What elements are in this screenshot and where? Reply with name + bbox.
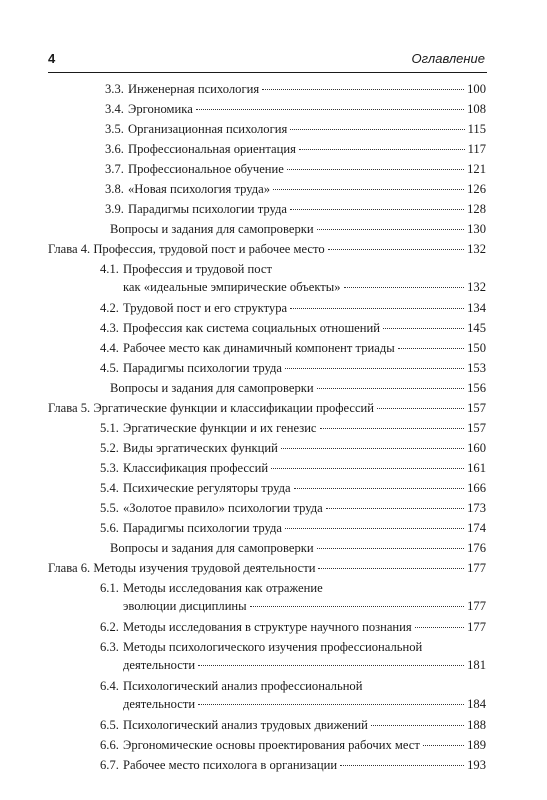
dot-leader	[317, 388, 465, 389]
entry-title: Эргономика	[128, 102, 193, 116]
entry-page: 132	[467, 242, 486, 256]
entry-page: 189	[467, 738, 486, 752]
dot-leader	[344, 287, 465, 288]
entry-title: Трудовой пост и его структура	[123, 301, 288, 315]
entry-page: 177	[467, 561, 486, 575]
entry-title: «Новая психология труда»	[128, 182, 271, 196]
entry-title: Вопросы и задания для самопроверки	[110, 381, 314, 395]
dot-leader	[415, 627, 464, 628]
entry-title: Эргатические функции и их генезис	[123, 421, 317, 435]
entry-page: 166	[467, 481, 486, 495]
toc-chapter-entry[interactable]	[0, 559, 547, 578]
toc-entry[interactable]	[0, 379, 547, 398]
entry-page: 156	[467, 381, 486, 395]
entry-number: 5.6.	[100, 521, 119, 535]
dot-leader	[299, 149, 465, 150]
entry-title: Психологический анализ профессиональной	[123, 679, 363, 693]
dot-leader	[285, 368, 464, 369]
entry-page: 108	[467, 102, 486, 116]
entry-number: 4.4.	[100, 341, 119, 355]
dot-leader	[398, 348, 464, 349]
dot-leader	[318, 568, 464, 569]
entry-title: Психические регуляторы труда	[123, 481, 291, 495]
dot-leader	[294, 488, 465, 489]
entry-number: 3.4.	[105, 102, 124, 116]
dot-leader	[317, 548, 465, 549]
entry-page: 132	[467, 280, 486, 294]
entry-page: 193	[467, 758, 486, 772]
entry-page: 157	[467, 401, 486, 415]
entry-number: 3.7.	[105, 162, 124, 176]
entry-number: 5.5.	[100, 501, 119, 515]
dot-leader	[198, 704, 464, 705]
entry-number: 4.3.	[100, 321, 119, 335]
toc-entry[interactable]	[0, 439, 547, 458]
entry-page: 145	[467, 321, 486, 335]
entry-page: 181	[467, 658, 486, 672]
entry-page: 134	[467, 301, 486, 315]
entry-page: 188	[467, 718, 486, 732]
toc-entry[interactable]	[0, 638, 547, 657]
toc-entry[interactable]	[0, 220, 547, 239]
entry-number: 5.3.	[100, 461, 119, 475]
entry-title: Организационная психология	[128, 122, 288, 136]
entry-title: Методы психологического изучения профессиональной	[123, 640, 423, 654]
entry-page: 173	[467, 501, 486, 515]
toc-entry[interactable]	[0, 677, 547, 696]
entry-number: 3.3.	[105, 82, 124, 96]
dot-leader	[285, 528, 464, 529]
entry-title: Профессия и трудовой пост	[123, 262, 272, 276]
entry-page: 177	[467, 599, 486, 613]
entry-page: 176	[467, 541, 486, 555]
dot-leader	[328, 249, 464, 250]
entry-number: 6.4.	[100, 679, 119, 693]
entry-number: 6.1.	[100, 581, 119, 595]
entry-title: Профессиональное обучение	[128, 162, 284, 176]
toc-entry[interactable]	[0, 120, 547, 139]
running-title: Оглавление	[411, 51, 485, 66]
toc-entry[interactable]	[0, 459, 547, 478]
dot-leader	[340, 765, 464, 766]
dot-leader	[281, 448, 464, 449]
dot-leader	[290, 129, 464, 130]
toc-entry[interactable]	[0, 200, 547, 219]
dot-leader	[287, 169, 464, 170]
toc-entry[interactable]	[0, 260, 547, 279]
entry-number: 3.6.	[105, 142, 124, 156]
entry-number: 5.1.	[100, 421, 119, 435]
dot-leader	[198, 665, 464, 666]
entry-title: деятельности	[123, 697, 196, 711]
entry-number: 4.2.	[100, 301, 119, 315]
entry-page: 160	[467, 441, 486, 455]
entry-title: Вопросы и задания для самопроверки	[110, 541, 314, 555]
toc-entry[interactable]	[0, 579, 547, 598]
header-rule	[48, 72, 487, 73]
entry-number: 6.3.	[100, 640, 119, 654]
entry-number: 6.7.	[100, 758, 119, 772]
dot-leader	[273, 189, 464, 190]
toc-entry[interactable]	[0, 419, 547, 438]
chapter-title: Глава 5. Эргатические функции и классификации профессий	[48, 401, 375, 415]
dot-leader	[377, 408, 464, 409]
entry-page: 130	[467, 222, 486, 236]
entry-number: 6.5.	[100, 718, 119, 732]
dot-leader	[271, 468, 464, 469]
entry-page: 174	[467, 521, 486, 535]
entry-number: 5.2.	[100, 441, 119, 455]
dot-leader	[262, 89, 464, 90]
entry-title: Психологический анализ трудовых движений	[123, 718, 368, 732]
dot-leader	[320, 428, 465, 429]
entry-page: 184	[467, 697, 486, 711]
entry-page: 117	[467, 142, 486, 156]
entry-title: Рабочее место психолога в организации	[123, 758, 338, 772]
entry-title: Виды эргатических функций	[123, 441, 278, 455]
entry-title: деятельности	[123, 658, 196, 672]
dot-leader	[290, 209, 464, 210]
entry-number: 3.5.	[105, 122, 124, 136]
entry-page: 153	[467, 361, 486, 375]
entry-title: Профессия как система социальных отношений	[123, 321, 380, 335]
chapter-title: Глава 6. Методы изучения трудовой деятельности	[48, 561, 316, 575]
entry-page: 157	[467, 421, 486, 435]
dot-leader	[383, 328, 464, 329]
toc-entry[interactable]	[0, 539, 547, 558]
entry-title: Классификация профессий	[123, 461, 269, 475]
entry-title: Парадигмы психологии труда	[123, 521, 282, 535]
dot-leader	[196, 109, 464, 110]
toc-entry[interactable]	[0, 100, 547, 119]
entry-title: Методы исследования как отражение	[123, 581, 323, 595]
toc-chapter-entry[interactable]	[0, 399, 547, 418]
entry-page: 115	[467, 122, 486, 136]
toc-entry[interactable]	[0, 736, 547, 755]
toc-entry[interactable]	[0, 479, 547, 498]
entry-title: «Золотое правило» психологии труда	[123, 501, 323, 515]
entry-number: 6.2.	[100, 620, 119, 634]
toc-entry[interactable]	[0, 618, 547, 637]
entry-title: Вопросы и задания для самопроверки	[110, 222, 314, 236]
entry-page: 177	[467, 620, 486, 634]
toc-entry[interactable]	[0, 319, 547, 338]
dot-leader	[423, 745, 464, 746]
entry-title: эволюции дисциплины	[123, 599, 247, 613]
entry-number: 4.5.	[100, 361, 119, 375]
toc-entry[interactable]	[0, 756, 547, 775]
toc-entry[interactable]	[0, 80, 547, 99]
entry-number: 6.6.	[100, 738, 119, 752]
dot-leader	[250, 606, 464, 607]
entry-title: Профессиональная ориентация	[128, 142, 296, 156]
entry-title: Парадигмы психологии труда	[123, 361, 282, 375]
entry-number: 3.8.	[105, 182, 124, 196]
entry-title: Парадигмы психологии труда	[128, 202, 287, 216]
toc-entry[interactable]	[0, 519, 547, 538]
toc-entry[interactable]	[0, 140, 547, 159]
toc-entry[interactable]	[0, 299, 547, 318]
entry-page: 126	[467, 182, 486, 196]
entry-page: 100	[467, 82, 486, 96]
entry-page: 150	[467, 341, 486, 355]
dot-leader	[290, 308, 464, 309]
dot-leader	[326, 508, 464, 509]
entry-title: Инженерная психология	[128, 82, 260, 96]
toc-entry[interactable]	[0, 716, 547, 735]
entry-number: 3.9.	[105, 202, 124, 216]
toc-chapter-entry[interactable]	[0, 240, 547, 259]
dot-leader	[317, 229, 465, 230]
page-number: 4	[48, 51, 56, 66]
entry-title: Рабочее место как динамичный компонент триады	[123, 341, 395, 355]
toc-entry-continuation[interactable]	[0, 597, 547, 616]
entry-title: как «идеальные эмпирические объекты»	[123, 280, 341, 294]
entry-title: Эргономические основы проектирования рабочих мест	[123, 738, 420, 752]
entry-page: 161	[467, 461, 486, 475]
toc-entry[interactable]	[0, 499, 547, 518]
toc-entry-continuation[interactable]	[0, 695, 547, 714]
entry-title: Методы исследования в структуре научного познания	[123, 620, 412, 634]
page-header	[48, 51, 485, 71]
toc-entry-continuation[interactable]	[0, 656, 547, 675]
toc-entry[interactable]	[0, 160, 547, 179]
entry-page: 128	[467, 202, 486, 216]
toc-entry-continuation[interactable]	[0, 278, 547, 297]
chapter-title: Глава 4. Профессия, трудовой пост и рабочее место	[48, 242, 325, 256]
toc-entry[interactable]	[0, 180, 547, 199]
toc-entry[interactable]	[0, 359, 547, 378]
entry-number: 5.4.	[100, 481, 119, 495]
toc-entry[interactable]	[0, 339, 547, 358]
entry-number: 4.1.	[100, 262, 119, 276]
entry-page: 121	[467, 162, 486, 176]
dot-leader	[371, 725, 464, 726]
